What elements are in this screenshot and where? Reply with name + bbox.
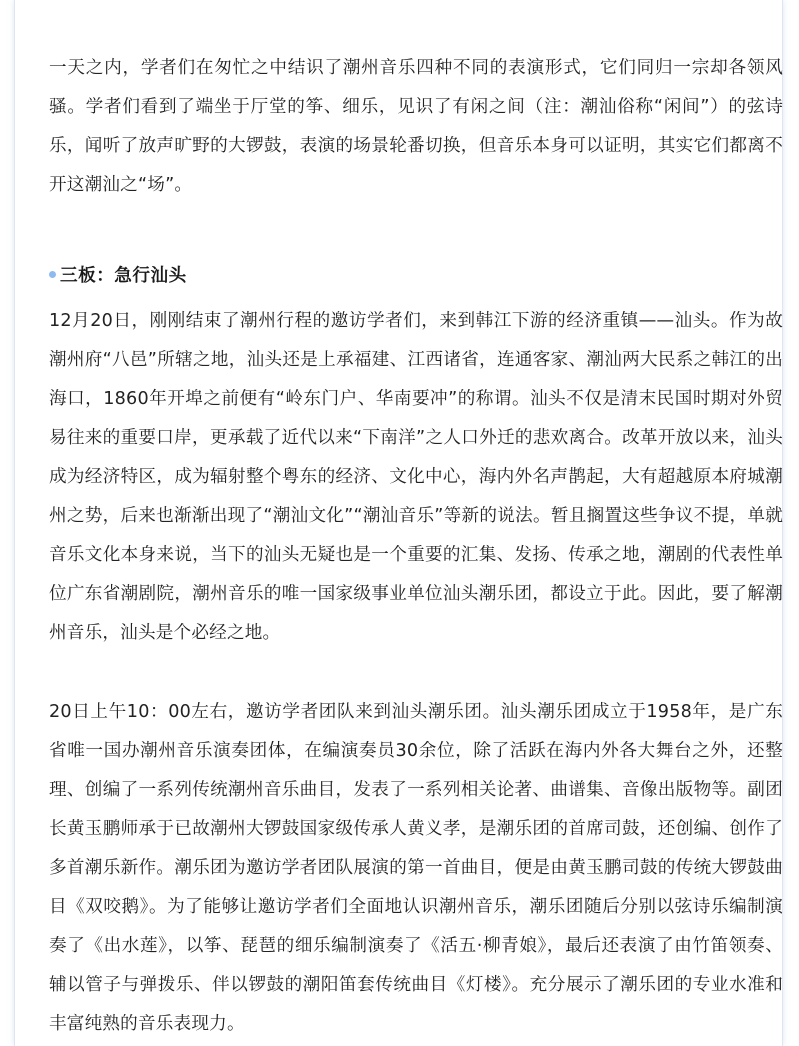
section-heading-text: 三板：急行汕头 [60,265,187,286]
article-paragraph-1: 一天之内，学者们在匆忙之中结识了潮州音乐四种不同的表演形式，它们同归一宗却各领风骚。学者们看到了端坐于厅堂的筝、细乐，见识了有闲之间（注：潮汕俗称“闲间”）的弦诗乐，闻听了放声旷野的大锣鼓，表演的场景轮番切换，但音乐本身可以证明，其实它们都离不开这潮汕之“场”。 [49,58,783,195]
article-frame [14,0,783,1046]
section-heading [49,256,783,292]
article-paragraph-3: 20日上午10：00左右，邀访学者团队来到汕头潮乐团。汕头潮乐团成立于1958年，是广东省唯一国办潮州音乐演奏团体，在编演奏员30余位，除了活跃在海内外各大舞台之外，还整理、创编了一系列传统潮州音乐曲目，发表了一系列相关论著、曲谱集、音像出版物等。副团长黄玉鹏师承于已故潮州大锣鼓国家级传承人黄义孝，是潮乐团的首席司鼓，还创编、创作了多首潮乐新作。潮乐团为邀访学者团队展演的第一首曲目，便是由黄玉鹏司鼓的传统大锣鼓曲目《双咬鹅》。为了能够让邀访学者们全面地认识潮州音乐，潮乐团随后分别以弦诗乐编制演奏了《出水莲》，以筝、琵琶的细乐编制演奏了《活五·柳青娘》，最后还表演了由竹笛领奏、辅以管子与弹拨乐、伴以锣鼓的潮阳笛套传统曲目《灯楼》。充分展示了潮乐团的专业水准和丰富纯熟的音乐表现力。 [49,702,783,1034]
article-paragraph-2: 12月20日，刚刚结束了潮州行程的邀访学者们，来到韩江下游的经济重镇——汕头。作为故潮州府“八邑”所辖之地，汕头还是上承福建、江西诸省，连通客家、潮汕两大民系之韩江的出海口，1860年开埠之前便有“岭东门户、华南要冲”的称谓。汕头不仅是清末民国时期对外贸易往来的重要口岸，更承载了近代以来“下南洋”之人口外迁的悲欢离合。改革开放以来，汕头成为经济特区，成为辐射整个粤东的经济、文化中心，海内外名声鹊起，大有超越原本府城潮州之势，后来也渐渐出现了“潮汕文化”“潮汕音乐”等新的说法。暂且搁置这些争议不提，单就音乐文化本身来说，当下的汕头无疑也是一个重要的汇集、发扬、传承之地，潮剧的代表性单位广东省潮剧院，潮州音乐的唯一国家级事业单位汕头潮乐团，都设立于此。因此，要了解潮州音乐，汕头是个必经之地。 [49,311,783,643]
bullet-dot-icon [49,271,56,278]
